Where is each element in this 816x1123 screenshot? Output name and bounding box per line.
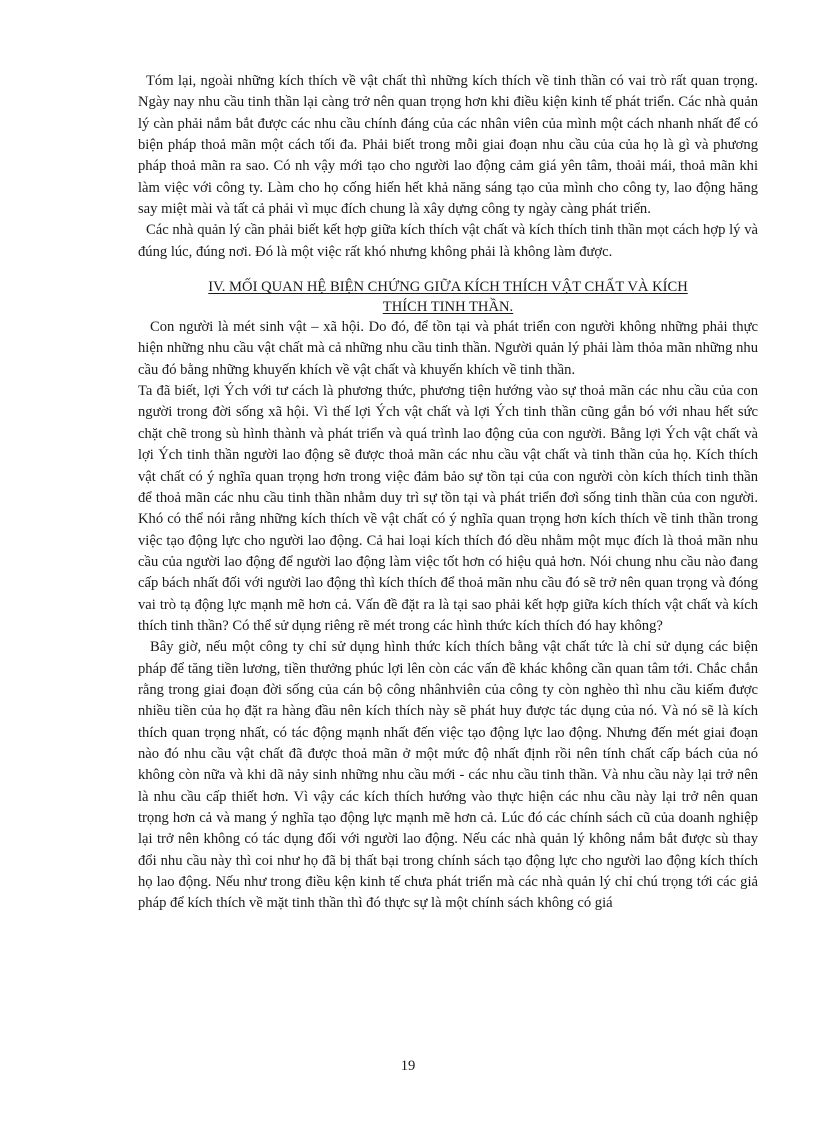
paragraph-benefit: Ta đã biết, lợi Ých với tư cách là phương thức, phương tiện hướng vào sự thoả mãn các nhu cầu của con người trong đời sống xã hội. Vì thế lợi Ých vật chất và lợi Ých tinh thần cũng gắn bó với nhau hết sức chặt chẽ trong sù hình thành và phát triển và quá trình lao động của con người. Bằng lợi Ých vật chất và lợi Ých tinh thần người lao động sẽ được thoả mãn các nhu cầu vật chất và tinh thần của họ. Kích thích vật chất có ý nghĩa quan trọng hơn trong việc đảm bảo sự tồn tại của con người còn kích thích tinh thần để thoả mãn các nhu cầu tinh thần nhằm duy trì sự tồn tại và phát triển đơì sống tinh thần của con người. Khó có thể nói rằng những kích thích về vật chất có ý nghĩa quan trọng hơn kích thích về tinh thần trong việc tạo động lực cho người lao động. Cả hai loại kích thích đó dều nhằm một mục đích là thoả mãn nhu cầu của người lao động để người lao động làm việc tốt hơn có hiệu quả hơn. Nói chung nhu cầu nào đang cấp bách nhất đối với người lao động thì kích thích để thoả mãn nhu cầu đó sẽ trở nên quan trọng và đóng vai trò tạ động lực mạnh mẽ hơn cả. Vấn đề đặt ra là tại sao phải kết hợp giữa kích thích vật chất và kích thích tinh thần? Có thể sử dụng riêng rẽ mét trong các hình thức kích thích đó hay không?	[138, 383, 758, 634]
document-body	[138, 71, 758, 915]
section-heading	[138, 277, 758, 317]
paragraph-summary: Tóm lại, ngoài những kích thích về vật chất thì những kích thích về tinh thần có vai trò rất quan trọng. Ngày nay nhu cầu tinh thần lại càng trở nên quan trọng hơn khi điều kiện kinh tế phát triển. Các nhà quản lý càn phải nắm bắt được các nhu cầu chính đáng của các nhân viên của mình một cách nhanh nhất để có biện pháp thoả mãn một cách tối đa. Phải biết trong mỗi giai đoạn nhu cầu của của họ là gì và phương pháp thoả mãn ra sao. Có nh vậy mới tạo cho người lao động cảm giá yên tâm, thoải mái, thoả mãn khi làm việc với công ty. Làm cho họ cống hiến hết khả năng sáng tạo của mình cho công ty, lao động hăng say miệt mài và tất cả phải vì mục đích chung là xây dựng công ty ngày càng phát triển.	[138, 73, 758, 218]
section-heading-line1: IV. MỐI QUAN HỆ BIỆN CHỨNG GIỮA KÍCH THÍCH VẬT CHẤT VÀ KÍCH	[208, 279, 688, 296]
section-heading-line2: THÍCH TINH THẦN.	[382, 299, 514, 316]
page-number: 19	[400, 1058, 416, 1074]
paragraph-human: Con người là mét sinh vật – xã hội. Do đó, để tồn tại và phát triển con người không những phải thực hiện những nhu cầu vật chất mà cả những nhu cầu tinh thần. Người quản lý phải làm thỏa mãn những nhu cầu đó bằng những khuyến khích về vật chất và khuyến khích về tinh thần.	[138, 319, 758, 378]
paragraph-company: Bây giờ, nếu một công ty chỉ sử dụng hình thức kích thích bằng vật chất tức là chỉ sử dụng các biện pháp để tăng tiền lương, tiền thưởng phúc lợi lên còn các vấn đề khác không cần quan tâm tới. Chắc chắn rằng trong giai đoạn đời sống của cán bộ công nhânhviên của công ty còn nghèo thì nhu cầu kiếm được nhiều tiền của họ đặt ra hàng đầu nên kích thích này sẽ phát huy được tác dụng của nó. Và nó sẽ là kích thích quan trọng nhất, có tác động mạnh nhất đến việc tạo động lực lao động. Nhưng đến mét giai đoạn nào đó nhu cầu vật chất đã được thoả mãn ở một mức độ nhất định rồi nên tính chất cấp bách của nó không còn nữa và khi dã nảy sinh những nhu cầu mới - các nhu cầu tinh thần. Và nhu cầu này lại trở nên là nhu cầu cấp thiết hơn. Vì vậy các kích thích hướng vào thực hiện các nhu cầu này lại trở nên quan trọng hơn cả và mang ý nghĩa tạo động lực mạnh mẽ hơn cả. Lúc đó các chính sách cũ của doanh nghiệp lại trở nên không có tác dụng đối với người lao động. Nếu các nhà quản lý không nắm bắt được sù thay đổi nhu cầu này thì coi như họ đã bị thất bại trong chính sách tạo động lực cho người lao động kích thích họ lao động. Nếu như trong điều kện kinh tế chưa phát triển mà các nhà quản lý chỉ chú trọng tới các giả pháp để kích thích về mặt tinh thần thì đó thực sự là một chính sách không có giá	[138, 639, 758, 912]
paragraph-combine: Các nhà quản lý cần phải biết kết hợp giữa kích thích vật chất và kích thích tinh thần mọt cách hợp lý và đúng lúc, đúng nơi. Đó là một việc rất khó nhưng không phải là không làm được.	[138, 222, 758, 260]
